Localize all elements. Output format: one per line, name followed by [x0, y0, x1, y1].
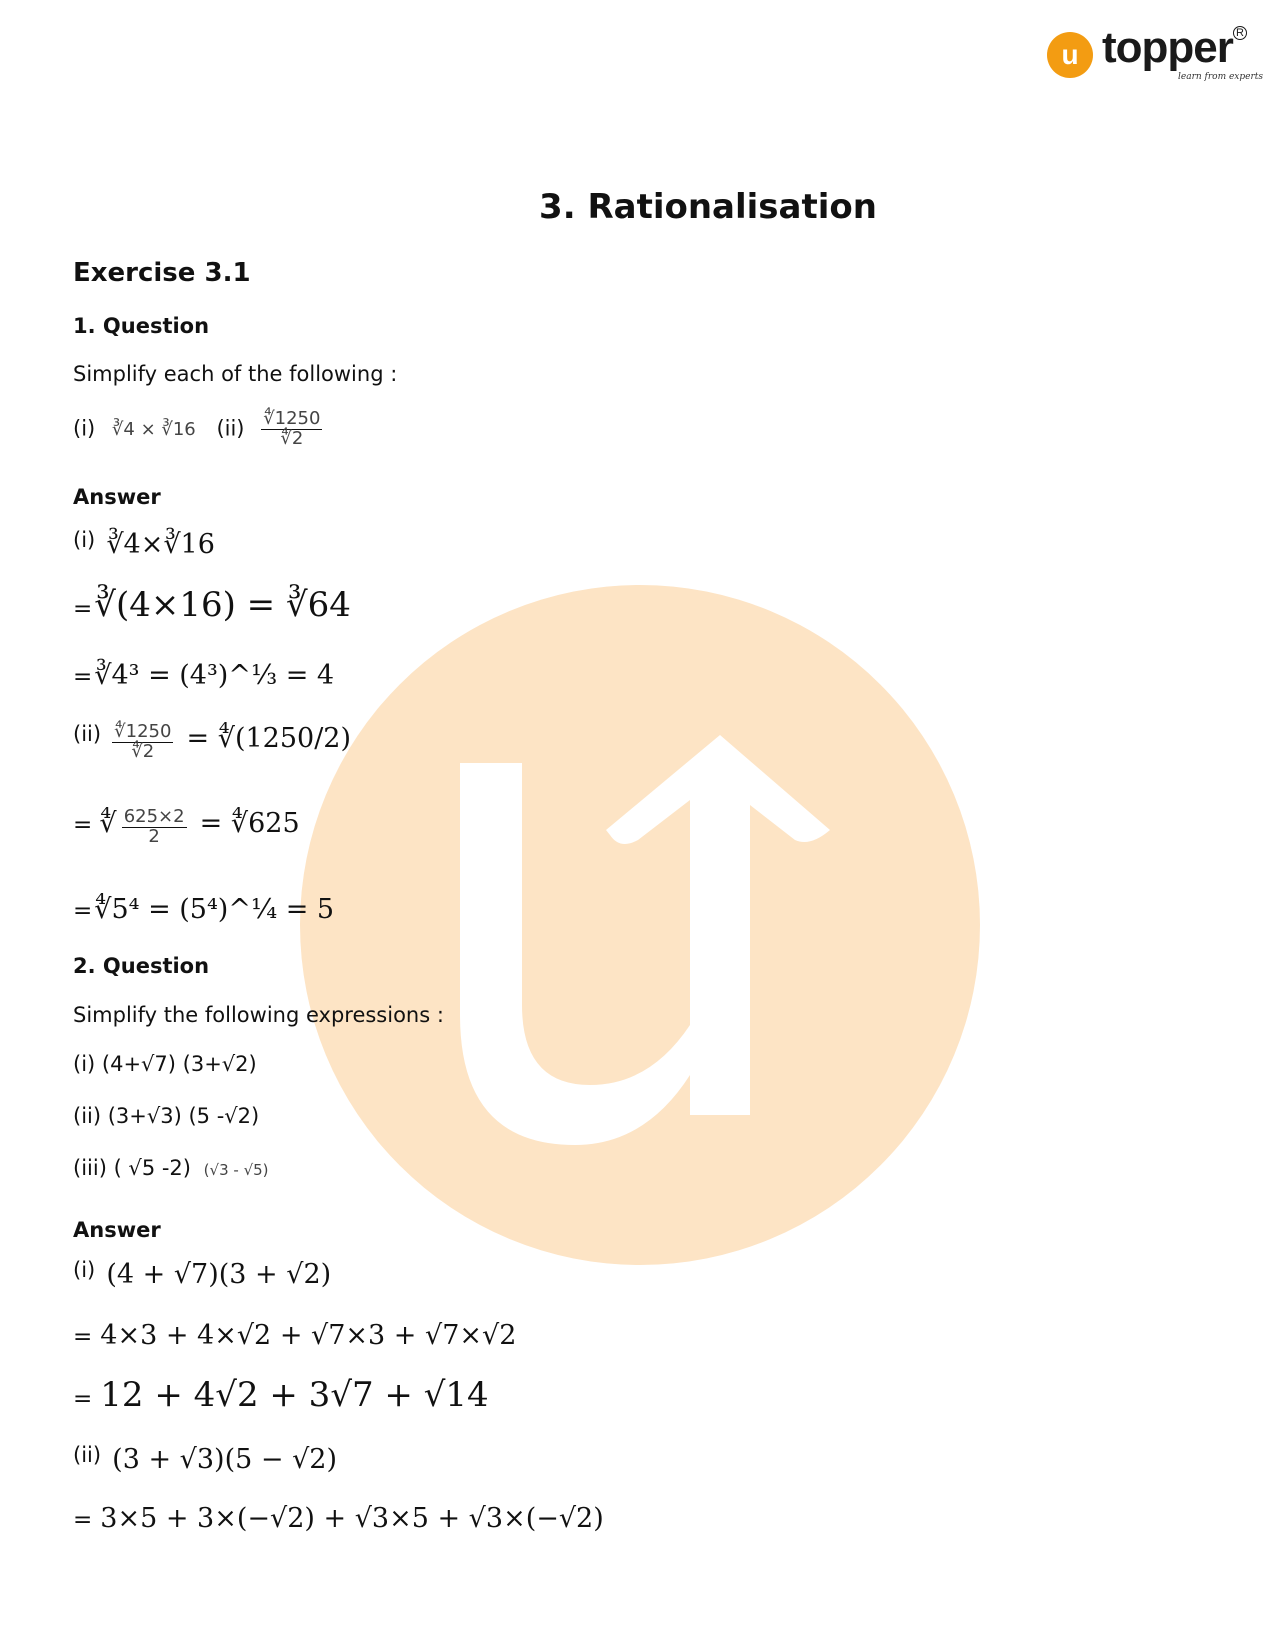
brand-name: topper [1102, 23, 1233, 72]
q1-part-i: ∛4 × ∛16 [111, 419, 196, 441]
a1-step3-numerator: 625×2 [123, 806, 185, 828]
q1-label-i: (i) [73, 416, 96, 441]
a1-ii-fraction [112, 723, 173, 762]
a2-step2-math: 12 + 4√2 + 3√7 + √14 [100, 1375, 489, 1415]
a1-step2-math: ∛4³ = (4³)^⅓ = 4 [94, 660, 335, 691]
a1-step3-rhs: = ∜625 [199, 808, 300, 839]
answer-1-step-1: =∛(4×16) = ∛64 [73, 585, 351, 625]
answer-2-step-2: = 12 + 4√2 + 3√7 + √14 [73, 1375, 489, 1415]
question-2-part-i: (i) (4+√7) (3+√2) [73, 1052, 257, 1076]
q1-label-ii: (ii) [216, 416, 245, 441]
watermark-logo [300, 585, 980, 1265]
answer-1-line-i [73, 528, 215, 560]
question-2-part-ii: (ii) (3+√3) (5 -√2) [73, 1104, 260, 1128]
question-2-prompt: Simplify the following expressions : [73, 1003, 444, 1027]
question-1-prompt: Simplify each of the following : [73, 362, 398, 386]
question-1-parts [73, 410, 322, 449]
answer-2-step-3: = 3×5 + 3×(−√2) + √3×5 + √3×(−√2) [73, 1503, 604, 1534]
a2-step3-math: 3×5 + 3×(−√2) + √3×5 + √3×(−√2) [100, 1503, 604, 1534]
q2-part-iii-b: (√3 - √5) [203, 1161, 269, 1179]
a1-step4-math: ∜5⁴ = (5⁴)^¼ = 5 [94, 894, 335, 925]
answer-2-step-1: = 4×3 + 4×√2 + √7×3 + √7×√2 [73, 1320, 517, 1351]
answer-1-step-2: =∛4³ = (4³)^⅓ = 4 [73, 660, 335, 691]
a1-step1-math: ∛(4×16) = ∛64 [94, 585, 351, 625]
svg-text:u: u [1061, 39, 1079, 70]
answer-1-heading: Answer [73, 485, 161, 509]
a2-expr-i: (4 + √7)(3 + √2) [106, 1259, 332, 1290]
a1-ii-rhs: = ∜(1250/2) [186, 723, 351, 754]
q2-part-iii-a: (iii) ( √5 -2) [73, 1156, 191, 1180]
q1-part-ii-denominator: ∜2 [280, 427, 304, 449]
a2-expr-ii: (3 + √3)(5 − √2) [112, 1444, 337, 1475]
answer-2-heading: Answer [73, 1218, 161, 1242]
question-2-heading: 2. Question [73, 954, 210, 978]
answer-1-line-ii [73, 722, 351, 762]
page-title: 3. Rationalisation [539, 187, 877, 227]
registered-mark: R [1233, 26, 1247, 40]
brand-tagline: learn from experts [1178, 72, 1264, 82]
brand-mark-icon [1046, 31, 1094, 79]
a1-ii-denominator: ∜2 [131, 741, 155, 762]
a2-label-i: (i) [73, 1258, 96, 1282]
a1-step3-fraction [122, 808, 187, 847]
a1-expr-i: ∛4×∛16 [106, 529, 215, 560]
question-1-heading: 1. Question [73, 314, 210, 338]
a1-step3-radical: ∜ [99, 808, 117, 839]
answer-1-step-3: = ∜ $\frac{625\times 2}{2}$ = ∜625 [73, 806, 300, 847]
a1-label-i: (i) [73, 528, 96, 552]
a2-step1-math: 4×3 + 4×√2 + √7×3 + √7×√2 [100, 1320, 517, 1351]
a1-ii-numerator: ∜1250 [114, 721, 172, 743]
answer-1-step-4: =∜5⁴ = (5⁴)^¼ = 5 [73, 894, 335, 925]
answer-2-line-ii [73, 1443, 337, 1475]
exercise-heading: Exercise 3.1 [73, 258, 251, 288]
question-2-part-iii [73, 1156, 269, 1180]
answer-2-line-i [73, 1258, 331, 1290]
q1-part-ii-numerator: ∜1250 [263, 408, 321, 429]
a2-label-ii: (ii) [73, 1443, 102, 1467]
a1-label-ii: (ii) [73, 722, 102, 746]
a1-step3-denominator: 2 [148, 826, 160, 847]
q1-part-ii [261, 410, 322, 449]
